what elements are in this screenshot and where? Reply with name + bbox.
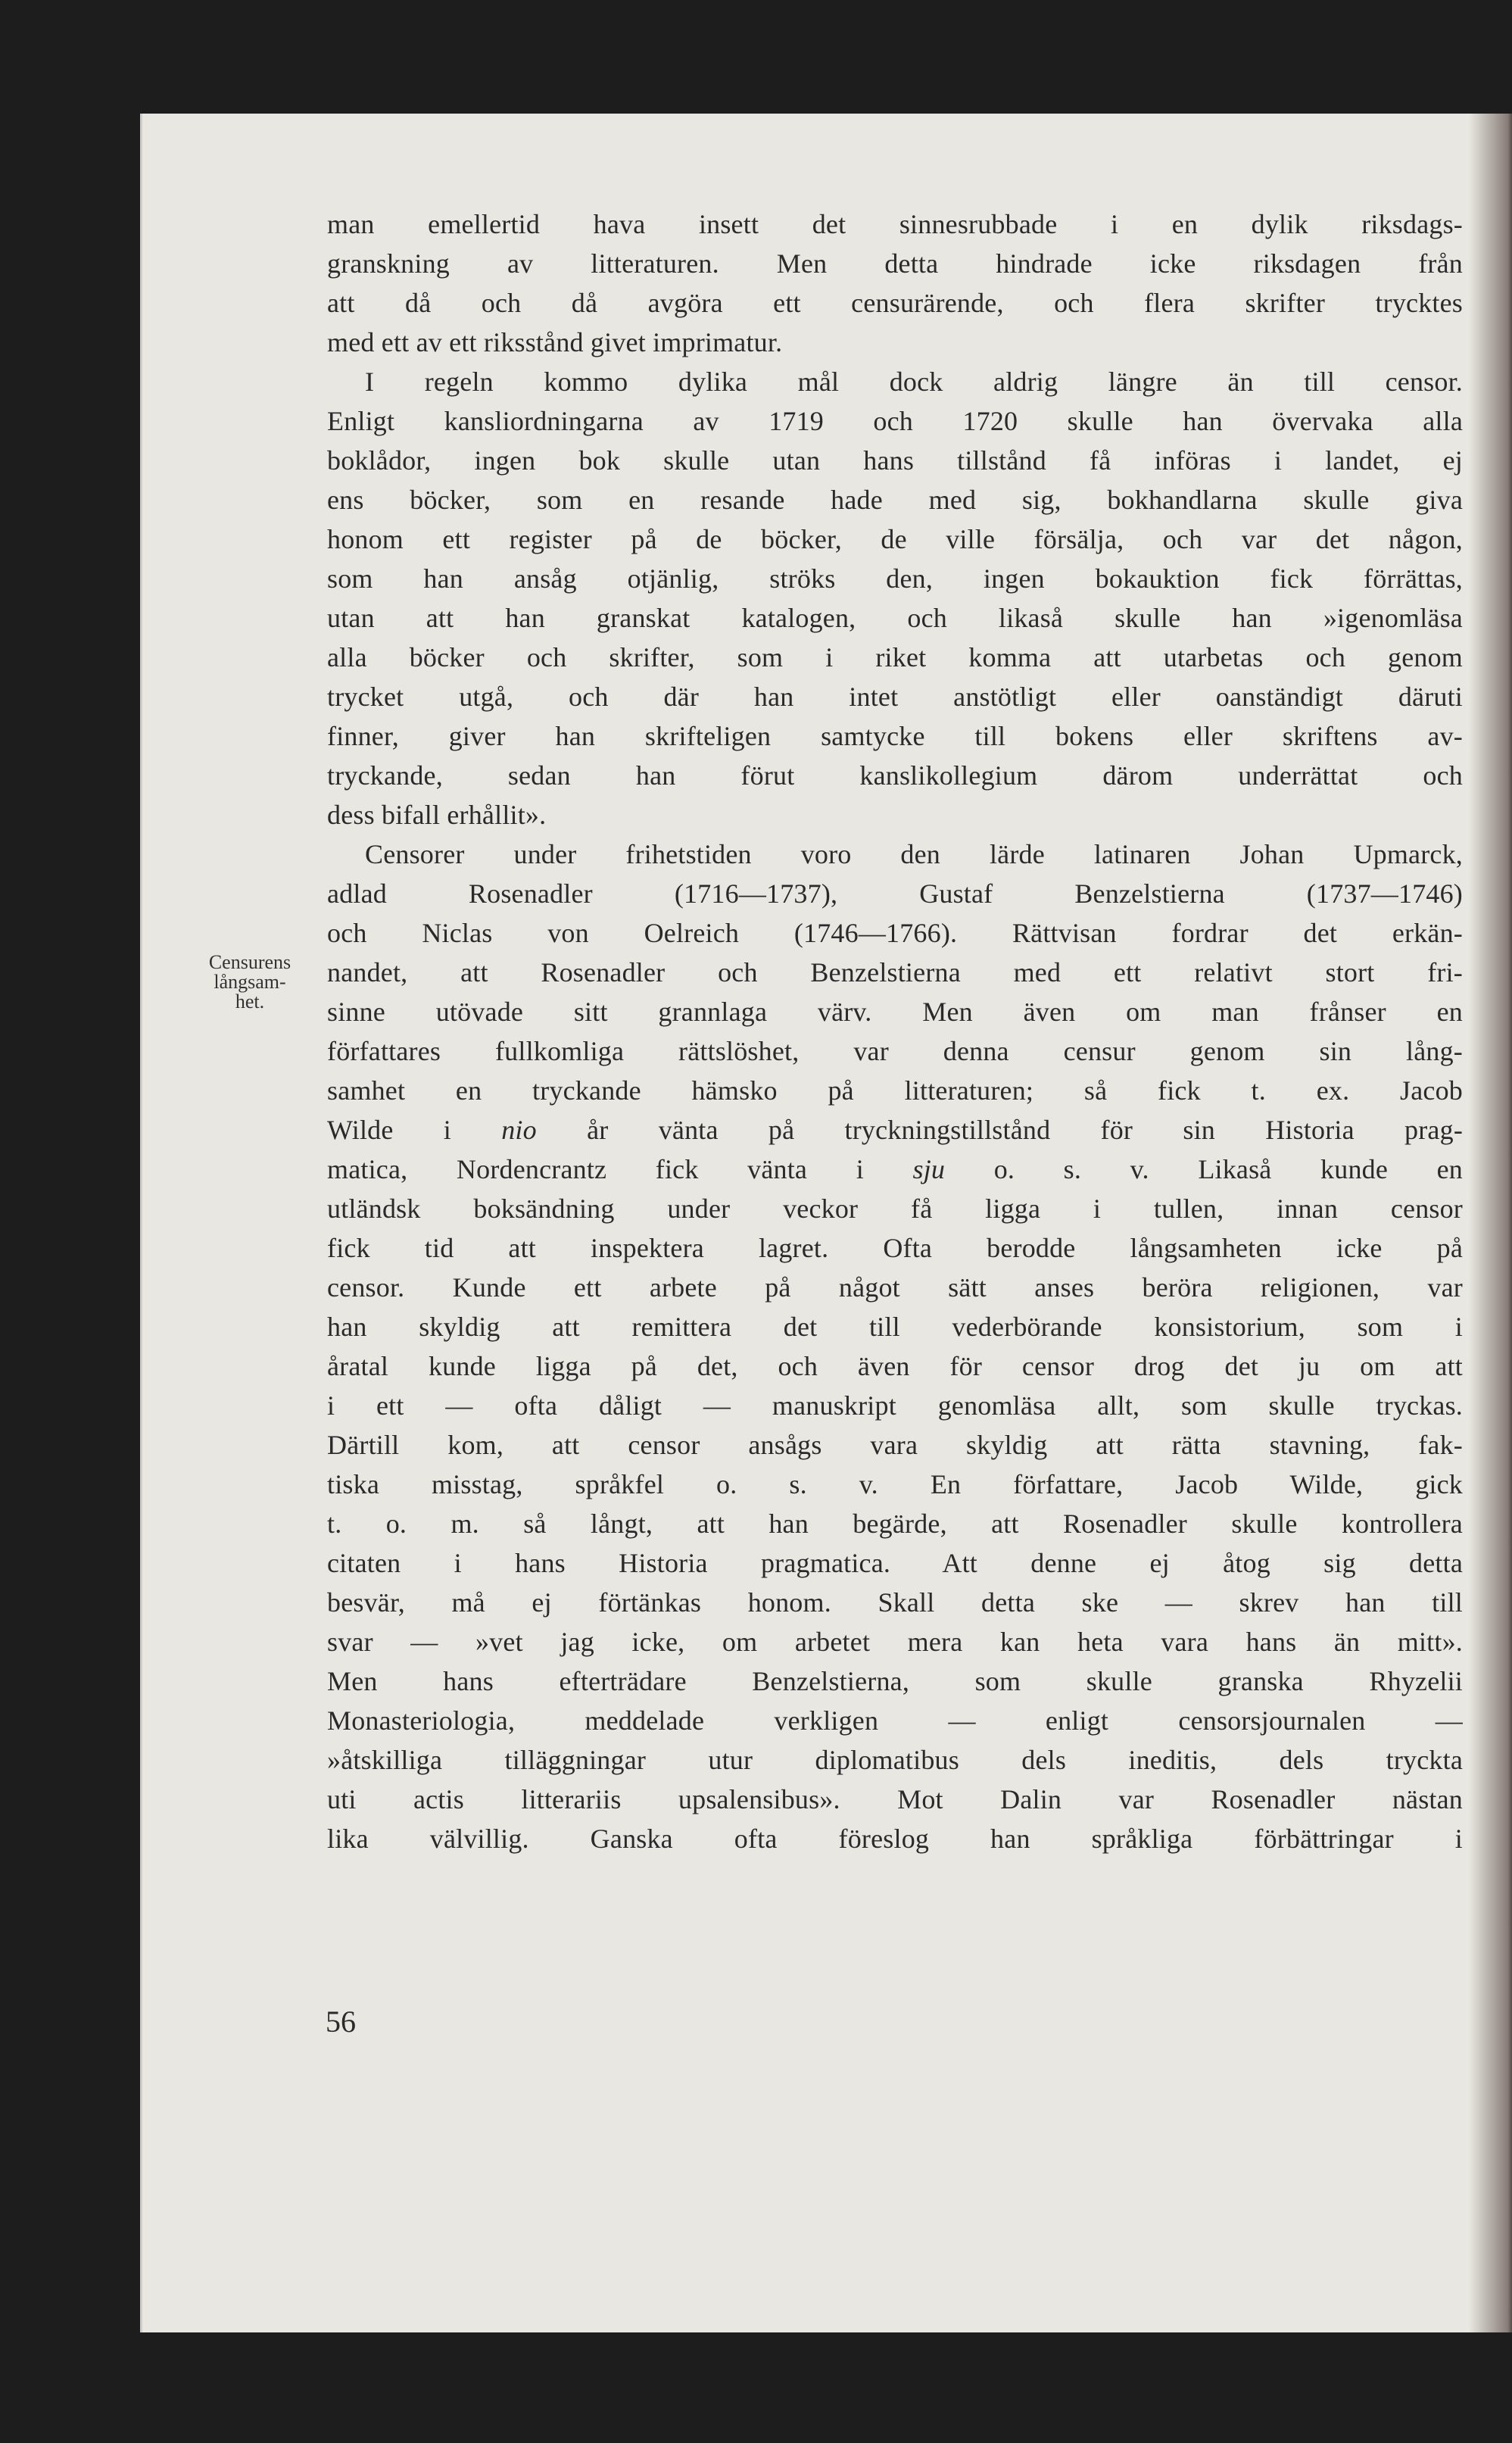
text-line: att då och då avgöra ett censurärende, och flera skrifter trycktes xyxy=(327,288,1463,318)
text-line xyxy=(327,1110,1463,1150)
emphasis-text: sju xyxy=(912,1154,946,1184)
text-line: lika välvillig. Ganska ofta föreslog han språkliga förbättringar i xyxy=(327,1824,1463,1854)
text-line: Därtill kom, att censor ansågs vara skyldig att rätta stavning, fak- xyxy=(327,1430,1463,1460)
text-segment: år vänta på tryckningstillstånd för sin Historia prag- xyxy=(587,1115,1464,1145)
text-segment: matica, Nordencrantz fick vänta i xyxy=(327,1154,864,1184)
text-line: utländsk boksändning under veckor få ligga i tullen, innan censor xyxy=(327,1193,1463,1224)
text-line: ens böcker, som en resande hade med sig, bokhandlarna skulle giva xyxy=(327,485,1463,515)
text-line: besvär, må ej förtänkas honom. Skall detta ske — skrev han till xyxy=(327,1587,1463,1618)
text-line: t. o. m. så långt, att han begärde, att Rosenadler skulle kontrollera xyxy=(327,1509,1463,1539)
emphasis-text: nio xyxy=(501,1115,537,1145)
text-line: fick tid att inspektera lagret. Ofta berodde långsamheten icke på xyxy=(327,1233,1463,1263)
text-line: Censorer under frihetstiden voro den lärde latinaren Johan Upmarck, xyxy=(365,839,1463,869)
text-line: sinne utövade sitt grannlaga värv. Men även om man frånser en xyxy=(327,997,1463,1027)
text-line: han skyldig att remittera det till vederbörande konsistorium, som i xyxy=(327,1312,1463,1342)
text-line: Enligt kansliordningarna av 1719 och 1720 skulle han övervaka alla xyxy=(327,406,1463,436)
text-line: finner, giver han skrifteligen samtycke till bokens eller skriftens av- xyxy=(327,721,1463,751)
text-line: Men hans efterträdare Benzelstierna, som skulle granska Rhyzelii xyxy=(327,1666,1463,1696)
text-line: Monasteriologia, meddelade verkligen — enligt censorsjournalen — xyxy=(327,1705,1463,1736)
text-line: med ett av ett riksstånd givet imprimatur. xyxy=(327,327,783,357)
text-line: i ett — ofta dåligt — manuskript genomläsa allt, som skulle tryckas. xyxy=(327,1390,1463,1421)
text-line: uti actis litterariis upsalensibus». Mot Dalin var Rosenadler nästan xyxy=(327,1784,1463,1814)
text-segment: o. s. v. Likaså kunde en xyxy=(993,1154,1464,1184)
text-line: honom ett register på de böcker, de ville försälja, och var det någon, xyxy=(327,524,1463,554)
text-line: »åtskilliga tilläggningar utur diplomatibus dels ineditis, dels tryckta xyxy=(327,1745,1463,1775)
text-line: boklådor, ingen bok skulle utan hans tillstånd få införas i landet, ej xyxy=(327,445,1463,476)
margin-note-line: Censurens xyxy=(208,951,291,973)
text-line: dess bifall erhållit». xyxy=(327,800,547,830)
text-line: censor. Kunde ett arbete på något sätt anses beröra religionen, var xyxy=(327,1272,1463,1303)
text-line: nandet, att Rosenadler och Benzelstierna med ett relativt stort fri- xyxy=(327,957,1463,987)
text-line: granskning av litteraturen. Men detta hindrade icke riksdagen från xyxy=(327,248,1463,279)
body-text xyxy=(327,204,1463,1858)
text-line: citaten i hans Historia pragmatica. Att denne ej åtog sig detta xyxy=(327,1548,1463,1578)
text-line: som han ansåg otjänlig, ströks den, ingen bokauktion fick förrättas, xyxy=(327,563,1463,594)
text-line: samhet en tryckande hämsko på litteraturen; så fick t. ex. Jacob xyxy=(327,1075,1463,1106)
text-line: tiska misstag, språkfel o. s. v. En författare, Jacob Wilde, gick xyxy=(327,1469,1463,1499)
text-line: utan att han granskat katalogen, och likaså skulle han »igenomläsa xyxy=(327,603,1463,633)
margin-note-line: långsam- xyxy=(214,971,286,993)
text-line: adlad Rosenadler (1716—1737), Gustaf Benzelstierna (1737—1746) xyxy=(327,878,1463,909)
text-line: svar — »vet jag icke, om arbetet mera kan heta vara hans än mitt». xyxy=(327,1627,1463,1657)
text-line: trycket utgå, och där han intet anstötligt eller oanständigt däruti xyxy=(327,682,1463,712)
page-number: 56 xyxy=(326,2005,356,2039)
text-line: I regeln kommo dylika mål dock aldrig längre än till censor. xyxy=(365,367,1463,397)
text-line: alla böcker och skrifter, som i riket komma att utarbetas och genom xyxy=(327,642,1463,672)
text-line: tryckande, sedan han förut kanslikollegium därom underrättat och xyxy=(327,760,1463,791)
text-line: åratal kunde ligga på det, och även för censor drog det ju om att xyxy=(327,1351,1463,1381)
text-line: och Niclas von Oelreich (1746—1766). Rättvisan fordrar det erkän- xyxy=(327,918,1463,948)
text-line: man emellertid hava insett det sinnesrubbade i en dylik riksdags- xyxy=(327,209,1463,239)
margin-note-line: het. xyxy=(235,991,265,1012)
text-line xyxy=(327,1150,1463,1189)
text-segment: Wilde i xyxy=(327,1115,451,1145)
margin-note xyxy=(189,953,310,1012)
text-line: författares fullkomliga rättslöshet, var denna censur genom sin lång- xyxy=(327,1036,1463,1066)
